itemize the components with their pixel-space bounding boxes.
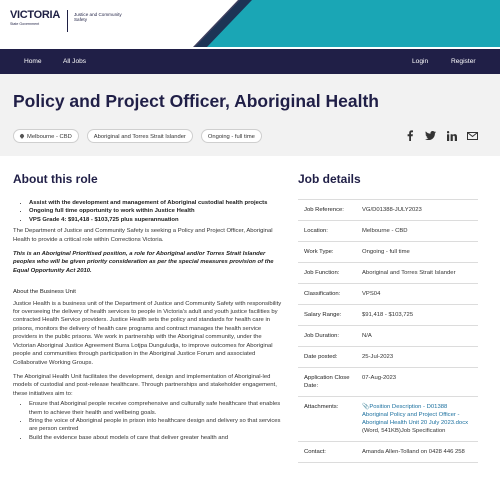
about-section	[13, 172, 283, 442]
job-details-table	[298, 199, 478, 463]
tag-location[interactable]	[13, 129, 79, 143]
detail-value: $91,418 - $103,725	[362, 312, 414, 318]
prioritised-notice: This is an Aboriginal Prioritised position, a role for Aboriginal and/or Torres Strait Islander peoples who will be given priority consideration as per the special measures provision of the Equal Opportunity Act 2010.	[13, 251, 274, 274]
detail-label: Salary Range:	[304, 312, 342, 318]
detail-value	[362, 403, 472, 435]
page-title: Policy and Project Officer, Aboriginal Health	[13, 91, 379, 111]
detail-value: 07-Aug-2023	[362, 375, 397, 381]
attachment-meta: (Word, 541KB)Job Specification	[362, 428, 446, 434]
brand-name: VICTORIA	[10, 9, 60, 21]
detail-row-contact	[298, 442, 478, 463]
detail-value: N/A	[362, 333, 372, 339]
detail-row-reference	[298, 200, 478, 221]
aims-list	[13, 400, 283, 442]
list-item: • Assist with the development and management of Aboriginal custodial health projects	[29, 199, 283, 207]
detail-value: Amanda Allen-Tolland on 0428 446 258	[362, 449, 465, 455]
detail-row-job-function	[298, 263, 478, 284]
detail-label: Date posted:	[304, 354, 338, 360]
detail-value: VG/D01388-JULY2023	[362, 207, 422, 213]
detail-label: Application Close Date:	[304, 375, 350, 389]
highlight-list	[13, 199, 283, 224]
detail-value: VPS04	[362, 291, 381, 297]
detail-row-duration	[298, 326, 478, 347]
detail-row-date-posted	[298, 347, 478, 368]
logo-divider	[67, 10, 68, 32]
job-details-title: Job details	[298, 172, 361, 186]
detail-label: Job Reference:	[304, 207, 344, 213]
nav-login[interactable]: Login	[412, 58, 429, 65]
paperclip-icon: 📎	[362, 404, 370, 410]
detail-label: Work Type:	[304, 249, 334, 255]
detail-value: 25-Jul-2023	[362, 354, 394, 360]
email-icon[interactable]	[467, 130, 478, 141]
business-unit-heading: About the Business Unit	[13, 289, 76, 296]
detail-label: Job Duration:	[304, 333, 340, 339]
detail-row-work-type	[298, 242, 478, 263]
tag-job-function[interactable]: Aboriginal and Torres Strait Islander	[87, 129, 193, 143]
facebook-icon[interactable]	[404, 130, 415, 141]
tag-work-type[interactable]: Ongoing - full time	[201, 129, 262, 143]
detail-row-close-date	[298, 368, 478, 397]
intro-paragraph: The Department of Justice and Community Safety is seeking a Policy and Project Officer, Aboriginal Health to provide a critical role within Corrections Victoria.	[13, 228, 273, 243]
department-name: Justice and Community Safety	[73, 12, 122, 23]
job-details-section	[298, 172, 488, 463]
site-header	[0, 0, 500, 47]
business-unit-paragraph: Justice Health is a business unit of the Department of Justice and Community Safety with responsibility for overseeing the delivery of health services to people in Victoria's adult and youth justice facilities by contracted Health Service providers. Justice Health sets the policy and standards for health care in prisons, monitors the delivery of health care programs and contract manages the health service providers in the public prisons. We work in partnership with the Aboriginal community, under the Victorian Aboriginal Justice Agreement Burra Lotjpa Dunguludja, to improve outcomes for Aboriginal people and communities through participation in the Aboriginal Justice Forum and associated Collaborative Working Groups.	[13, 300, 282, 366]
share-icons	[404, 130, 478, 141]
tag-location-label: Melbourne - CBD	[27, 134, 72, 140]
attachment-link[interactable]: Position Description - D01388 Aboriginal Policy and Project Officer - Aboriginal Health Unit 20 July 2023.docx	[362, 404, 469, 426]
list-item: • VPS Grade 4: $91,418 - $103,725 plus superannuation	[29, 216, 283, 224]
location-pin-icon	[19, 133, 25, 139]
detail-row-salary	[298, 305, 478, 326]
nav-all-jobs[interactable]: All Jobs	[63, 58, 87, 65]
detail-label: Contact:	[304, 449, 326, 455]
about-title: About this role	[13, 172, 98, 186]
detail-row-classification	[298, 284, 478, 305]
list-item: • Bring the voice of Aboriginal people in prison into healthcare design and delivery so that services are person centred	[29, 417, 283, 434]
detail-value: Melbourne - CBD	[362, 228, 408, 234]
brand-sub: State Government	[10, 22, 40, 26]
detail-label: Location:	[304, 228, 328, 234]
list-item: • Ensure that Aboriginal people receive comprehensive and culturally safe healthcare that enables them to achieve their health and wellbeing goals.	[29, 400, 283, 417]
linkedin-icon[interactable]	[446, 130, 457, 141]
nav-register[interactable]: Register	[451, 58, 476, 65]
twitter-icon[interactable]	[425, 130, 436, 141]
detail-label: Attachments:	[304, 404, 339, 410]
detail-row-attachments	[298, 397, 478, 442]
victoria-logo[interactable]	[10, 10, 124, 32]
job-tags	[13, 129, 270, 143]
list-item: • Build the evidence base about models of care that deliver greater health and	[29, 434, 283, 442]
detail-row-location	[298, 221, 478, 242]
detail-label: Job Function:	[304, 270, 340, 276]
detail-value: Aboriginal and Torres Strait Islander	[362, 270, 456, 276]
nav-home[interactable]: Home	[24, 58, 42, 65]
list-item: • Ongoing full time opportunity to work within Justice Health	[29, 207, 283, 215]
detail-value: Ongoing - full time	[362, 249, 410, 255]
main-nav	[0, 49, 500, 74]
health-unit-paragraph: The Aboriginal Health Unit facilitates the development, design and implementation of Aboriginal-led models of custodial and post-release healthcare. Through partnerships and stakeholder engagement, these initiatives aim to:	[13, 373, 277, 397]
detail-label: Classification:	[304, 291, 341, 297]
